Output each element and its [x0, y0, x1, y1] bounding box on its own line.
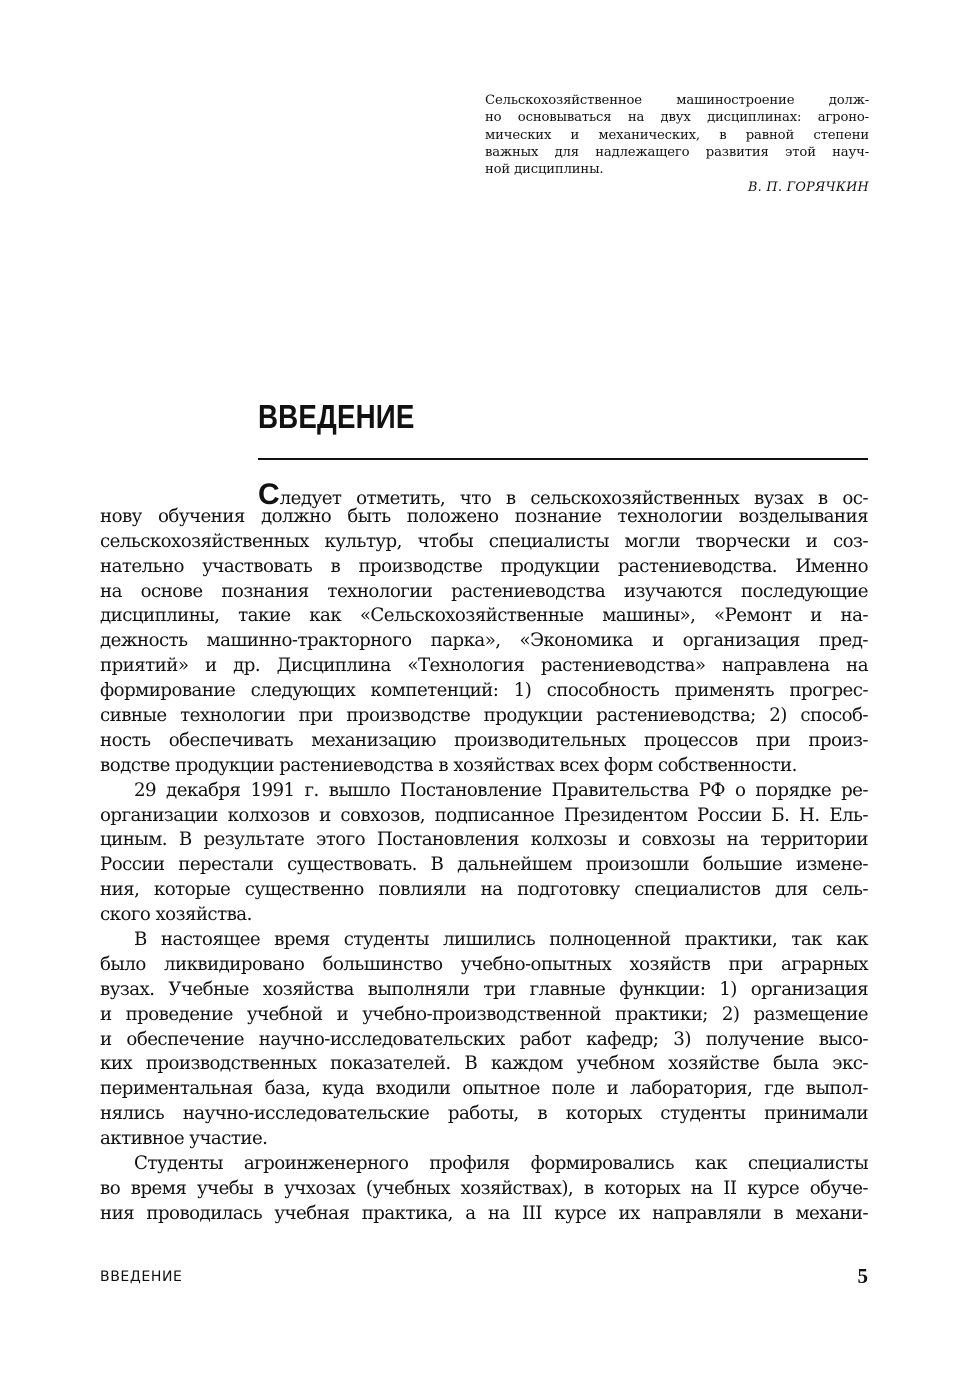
epigraph-line: мических и механических, в равной степени — [485, 127, 869, 143]
body-line: дежность машинно-тракторного парка», «Экономика и организация пред- — [100, 630, 868, 652]
body-line: ность обеспечивать механизацию производительных процессов при произ- — [100, 729, 868, 751]
body-line: было ликвидировано большинство учебно-опытных хозяйств при аграрных — [100, 953, 868, 975]
body-line: формирование следующих компетенций: 1) способность применять прогрес- — [100, 680, 868, 702]
epigraph-line: Сельскохозяйственное машиностроение долж- — [485, 93, 869, 108]
body-line: сельскохозяйственных культур, чтобы специалисты могли творчески и соз- — [100, 530, 868, 552]
body-text — [100, 480, 868, 1227]
body-line: приятий» и др. Дисциплина «Технология растениеводства» направлена на — [100, 655, 868, 677]
body-line: и обеспечение научно-исследовательских работ кафедр; 3) получение высо- — [100, 1028, 868, 1050]
body-line: нялись научно-исследовательские работы, в которых студенты принимали — [100, 1103, 868, 1125]
title-rule — [258, 458, 868, 460]
body-line-rest: ледует отметить, что в сельскохозяйственных вузах в ос- — [279, 488, 868, 509]
body-line: дисциплины, такие как «Сельскохозяйственные машины», «Ремонт и на- — [100, 605, 868, 627]
body-line: активное участие. — [100, 1128, 268, 1150]
epigraph — [485, 92, 869, 197]
body-line: сивные технологии при производстве продукции растениеводства; 2) способ- — [100, 705, 868, 727]
body-line: на основе познания технологии растениеводства изучаются последующие — [100, 580, 868, 602]
body-line: водстве продукции растениеводства в хозяйствах всех форм собственности. — [100, 754, 797, 776]
body-line: 29 декабря 1991 г. вышло Постановление Правительства РФ о порядке ре- — [134, 779, 868, 801]
body-line: во время учебы в учхозах (учебных хозяйствах), в которых на II курсе обуче- — [100, 1177, 868, 1199]
body-line: циным. В результате этого Постановления колхозы и совхозы на территории — [100, 829, 868, 851]
epigraph-line: ной дисциплины. — [485, 162, 604, 178]
body-line: Студенты агроинженерного профиля формировались как специалисты — [134, 1153, 868, 1175]
body-line: нову обучения должно быть положено познание технологии возделывания — [100, 505, 868, 527]
body-line: России перестали существовать. В дальнейшем произошли большие измене- — [100, 854, 868, 876]
body-line: ния, которые существенно повлияли на подготовку специалистов для сель- — [100, 879, 868, 901]
body-line: ния проводилась учебная практика, а на III курсе их направляли в механи- — [100, 1202, 868, 1224]
epigraph-line: важных для надлежащего развития этой науч- — [485, 144, 869, 160]
body-line: и проведение учебной и учебно-производственной практики; 2) размещение — [100, 1003, 868, 1025]
body-line: ского хозяйства. — [100, 904, 252, 926]
epigraph-line: но основываться на двух дисциплинах: агроно- — [485, 110, 869, 126]
chapter-title: ВВЕДЕНИЕ — [258, 398, 415, 435]
body-line: организации колхозов и совхозов, подписанное Президентом России Б. Н. Ель- — [100, 804, 868, 826]
running-title: ВВЕДЕНИЕ — [100, 1269, 183, 1285]
body-line: ких производственных показателей. В каждом учебном хозяйстве была экс- — [100, 1053, 868, 1075]
epigraph-author: В. П. ГОРЯЧКИН — [747, 180, 869, 196]
drop-cap: С — [258, 478, 280, 511]
body-line — [100, 478, 868, 511]
page-number: 5 — [857, 1264, 868, 1288]
body-line: периментальная база, куда входили опытное поле и лаборатория, где выпол- — [100, 1078, 868, 1100]
body-line: нательно участвовать в производстве продукции растениеводства. Именно — [100, 555, 868, 577]
body-line: вузах. Учебные хозяйства выполняли три главные функции: 1) организация — [100, 978, 868, 1000]
body-line: В настоящее время студенты лишились полноценной практики, так как — [134, 929, 868, 951]
